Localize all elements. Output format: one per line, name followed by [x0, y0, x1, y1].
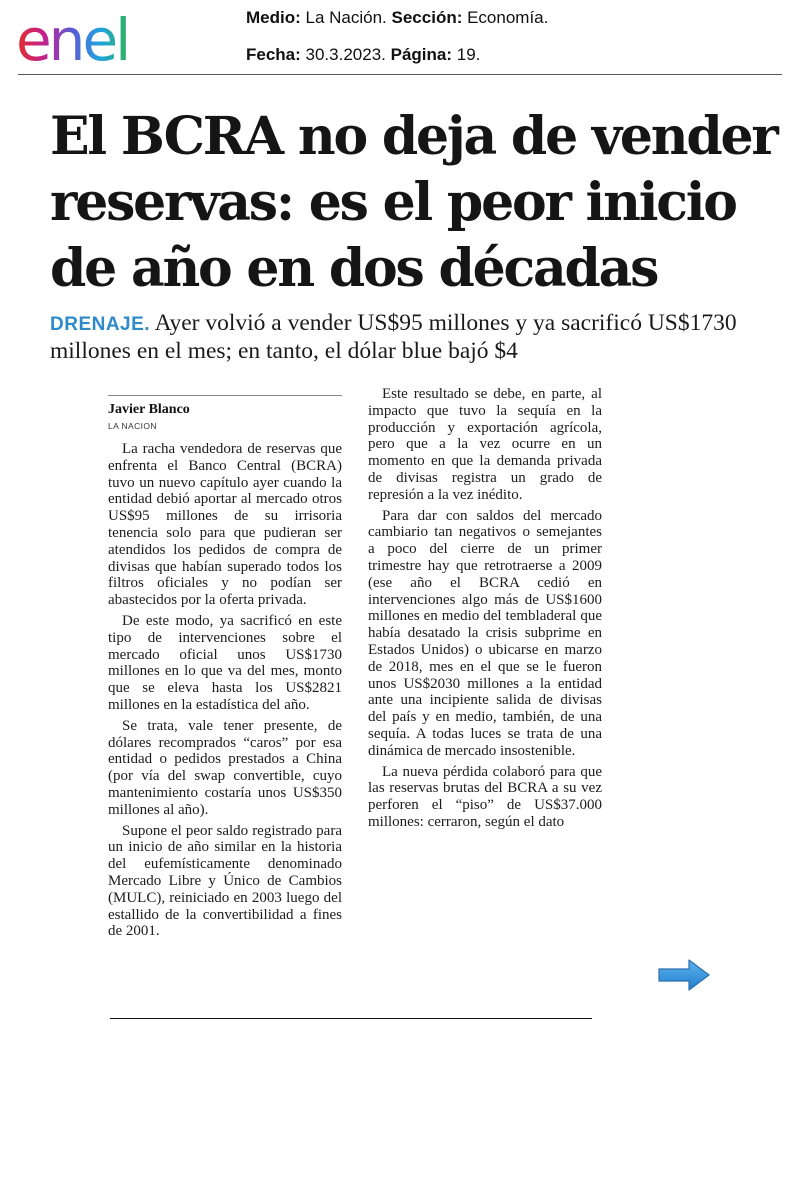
seccion-label: Sección: [391, 8, 463, 27]
byline-divider [108, 395, 342, 396]
body-paragraph: La racha vendedora de reservas que enfrenta el Banco Central (BCRA) tuvo un nuevo capítulo ayer cuando la entidad debió aportar al mercado otros US$95 millones de su irrisoria tenencia solo para que pudieran ser atendidos los pedidos de compra de divisas que habían superado todos los filtros oficiales y no podían ser abastecidos por la oferta privada. [108, 441, 342, 609]
footer-divider [110, 1018, 592, 1019]
header-divider [18, 74, 782, 75]
body-paragraph: Para dar con saldos del mercado cambiario tan negativos o semejantes a poco del cierre de un primer trimestre hay que retrotraerse a 2009 (ese año el BCRA cedió en intervenciones algo más de US$1600 millones en medio del tembladeral que había desatado la crisis subprime en Estados Unidos) o ubicarse en marzo de 2018, mes en el que se le fueron unos US$2030 millones a la entidad ante una incipiente salida de divisas del país y en medio, también, de una sequía. A todas luces se trata de una dinámica de mercado insostenible. [368, 507, 602, 759]
body-paragraph: Se trata, vale tener presente, de dólares recomprados “caros” por esa entidad o pedidos prestados a China (por vía del swap convertible, cuyo mantenimiento costaría unos US$350 millones al año). [108, 717, 342, 818]
body-paragraph: Este resultado se debe, en parte, al impacto que tuvo la sequía en la producción y exportación agrícola, pero que a la vez ocurre en un momento en que la demanda privada de divisas registra un grado de represión a la vez inédito. [368, 386, 602, 503]
deck-kicker: DRENAJE. [50, 314, 151, 335]
seccion-value: Economía. [462, 8, 549, 27]
medio-value: La Nación. [300, 8, 392, 27]
article-headline: El BCRA no deja de vender reservas: es el peor inicio de año en dos décadas [50, 106, 777, 299]
author-name: Javier Blanco [108, 402, 190, 417]
article-column-left [108, 441, 342, 944]
body-paragraph: De este modo, ya sacrificó en este tipo de intervenciones sobre el mercado oficial unos US$1730 millones en lo que va del mes, monto que se eleva hasta los US$2821 millones en la estadística del año. [108, 612, 342, 713]
outlet-name: LA NACION [108, 421, 157, 431]
pagina-label: Página: [390, 45, 453, 64]
body-paragraph: Supone el peor saldo registrado para un inicio de año similar en la historia del eufemísticamente denominado Mercado Libre y Único de Cambios (MULC), reiniciado en 2003 luego del estallido de la convertibilidad a fines de 2001. [108, 822, 342, 940]
deck-text: Ayer volvió a vender US$95 millones y ya sacrificó US$1730 millones en el mes; en tanto, el dólar blue bajó $4 [50, 310, 737, 364]
enel-logo-icon [14, 6, 184, 72]
logo-wordmark: enel [16, 6, 129, 72]
body-paragraph: La nueva pérdida colaboró para que las reservas brutas del BCRA a su vez perforen el “piso” de US$37.000 millones: cerraron, según el dato [368, 763, 602, 830]
article-column-right [368, 386, 602, 835]
pagina-value: 19. [452, 45, 481, 64]
medio-label: Medio: [246, 8, 301, 27]
fecha-value: 30.3.2023. [300, 45, 391, 64]
meta-line-medio [246, 8, 548, 28]
fecha-label: Fecha: [246, 45, 301, 64]
meta-line-fecha [246, 45, 480, 65]
right-arrow-icon[interactable] [657, 958, 711, 992]
article-deck [50, 310, 780, 365]
